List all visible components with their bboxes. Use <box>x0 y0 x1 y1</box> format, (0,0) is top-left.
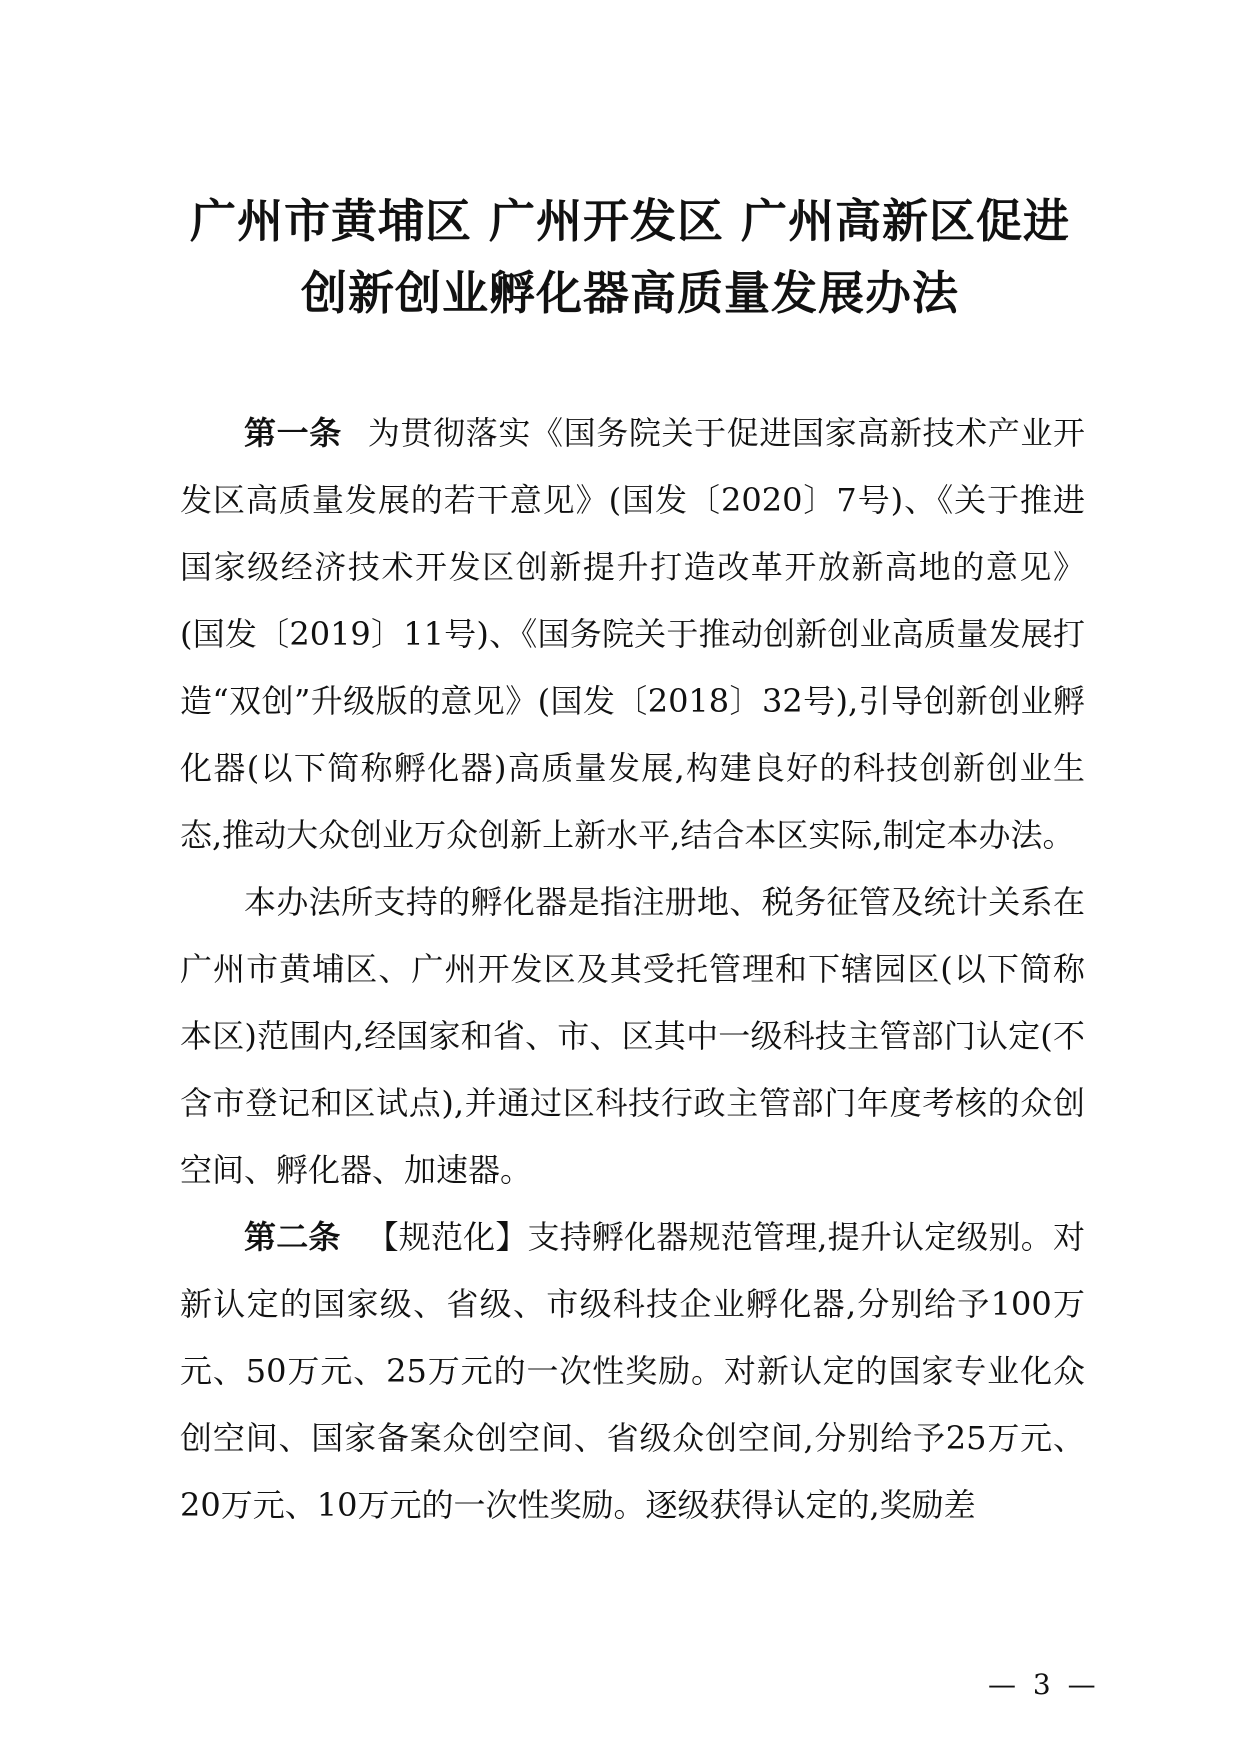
page-number: — 3 — <box>988 1668 1100 1701</box>
paragraph-article-1 <box>180 400 1085 869</box>
paragraph-article-2 <box>180 1204 1085 1539</box>
paragraph-text: 【规范化】支持孵化器规范管理,提升认定级别。对新认定的国家级、省级、市级科技企业孵化器,分别给予100万元、50万元、25万元的一次性奖励。对新认定的国家专业化众创空间、国家备案众创空间、省级众创空间,分别给予25万元、20万元、10万元的一次性奖励。逐级获得认定的,奖励差 <box>180 1218 1085 1524</box>
paragraph-scope <box>180 869 1085 1204</box>
paragraph-text: 本办法所支持的孵化器是指注册地、税务征管及统计关系在广州市黄埔区、广州开发区及其受托管理和下辖园区(以下简称本区)范围内,经国家和省、市、区其中一级科技主管部门认定(不含市登记和区试点),并通过区科技行政主管部门年度考核的众创空间、孵化器、加速器。 <box>180 883 1085 1189</box>
paragraph-text: 为贯彻落实《国务院关于促进国家高新技术产业开发区高质量发展的若干意见》(国发〔2020〕7号)、《关于推进国家级经济技术开发区创新提升打造改革开放新高地的意见》(国发〔2019〕11号)、《国务院关于推动创新创业高质量发展打造“双创”升级版的意见》(国发〔2018〕32号),引导创新创业孵化器(以下简称孵化器)高质量发展,构建良好的科技创新创业生态,推动大众创业万众创新上新水平,结合本区实际,制定本办法。 <box>180 414 1085 854</box>
article-label: 第一条 <box>244 414 342 452</box>
document-body <box>180 400 1085 1539</box>
document-title <box>150 185 1110 329</box>
title-line-1: 广州市黄埔区 广州开发区 广州高新区促进 <box>189 194 1071 248</box>
title-line-2: 创新创业孵化器高质量发展办法 <box>301 266 959 320</box>
article-label: 第二条 <box>244 1218 341 1256</box>
